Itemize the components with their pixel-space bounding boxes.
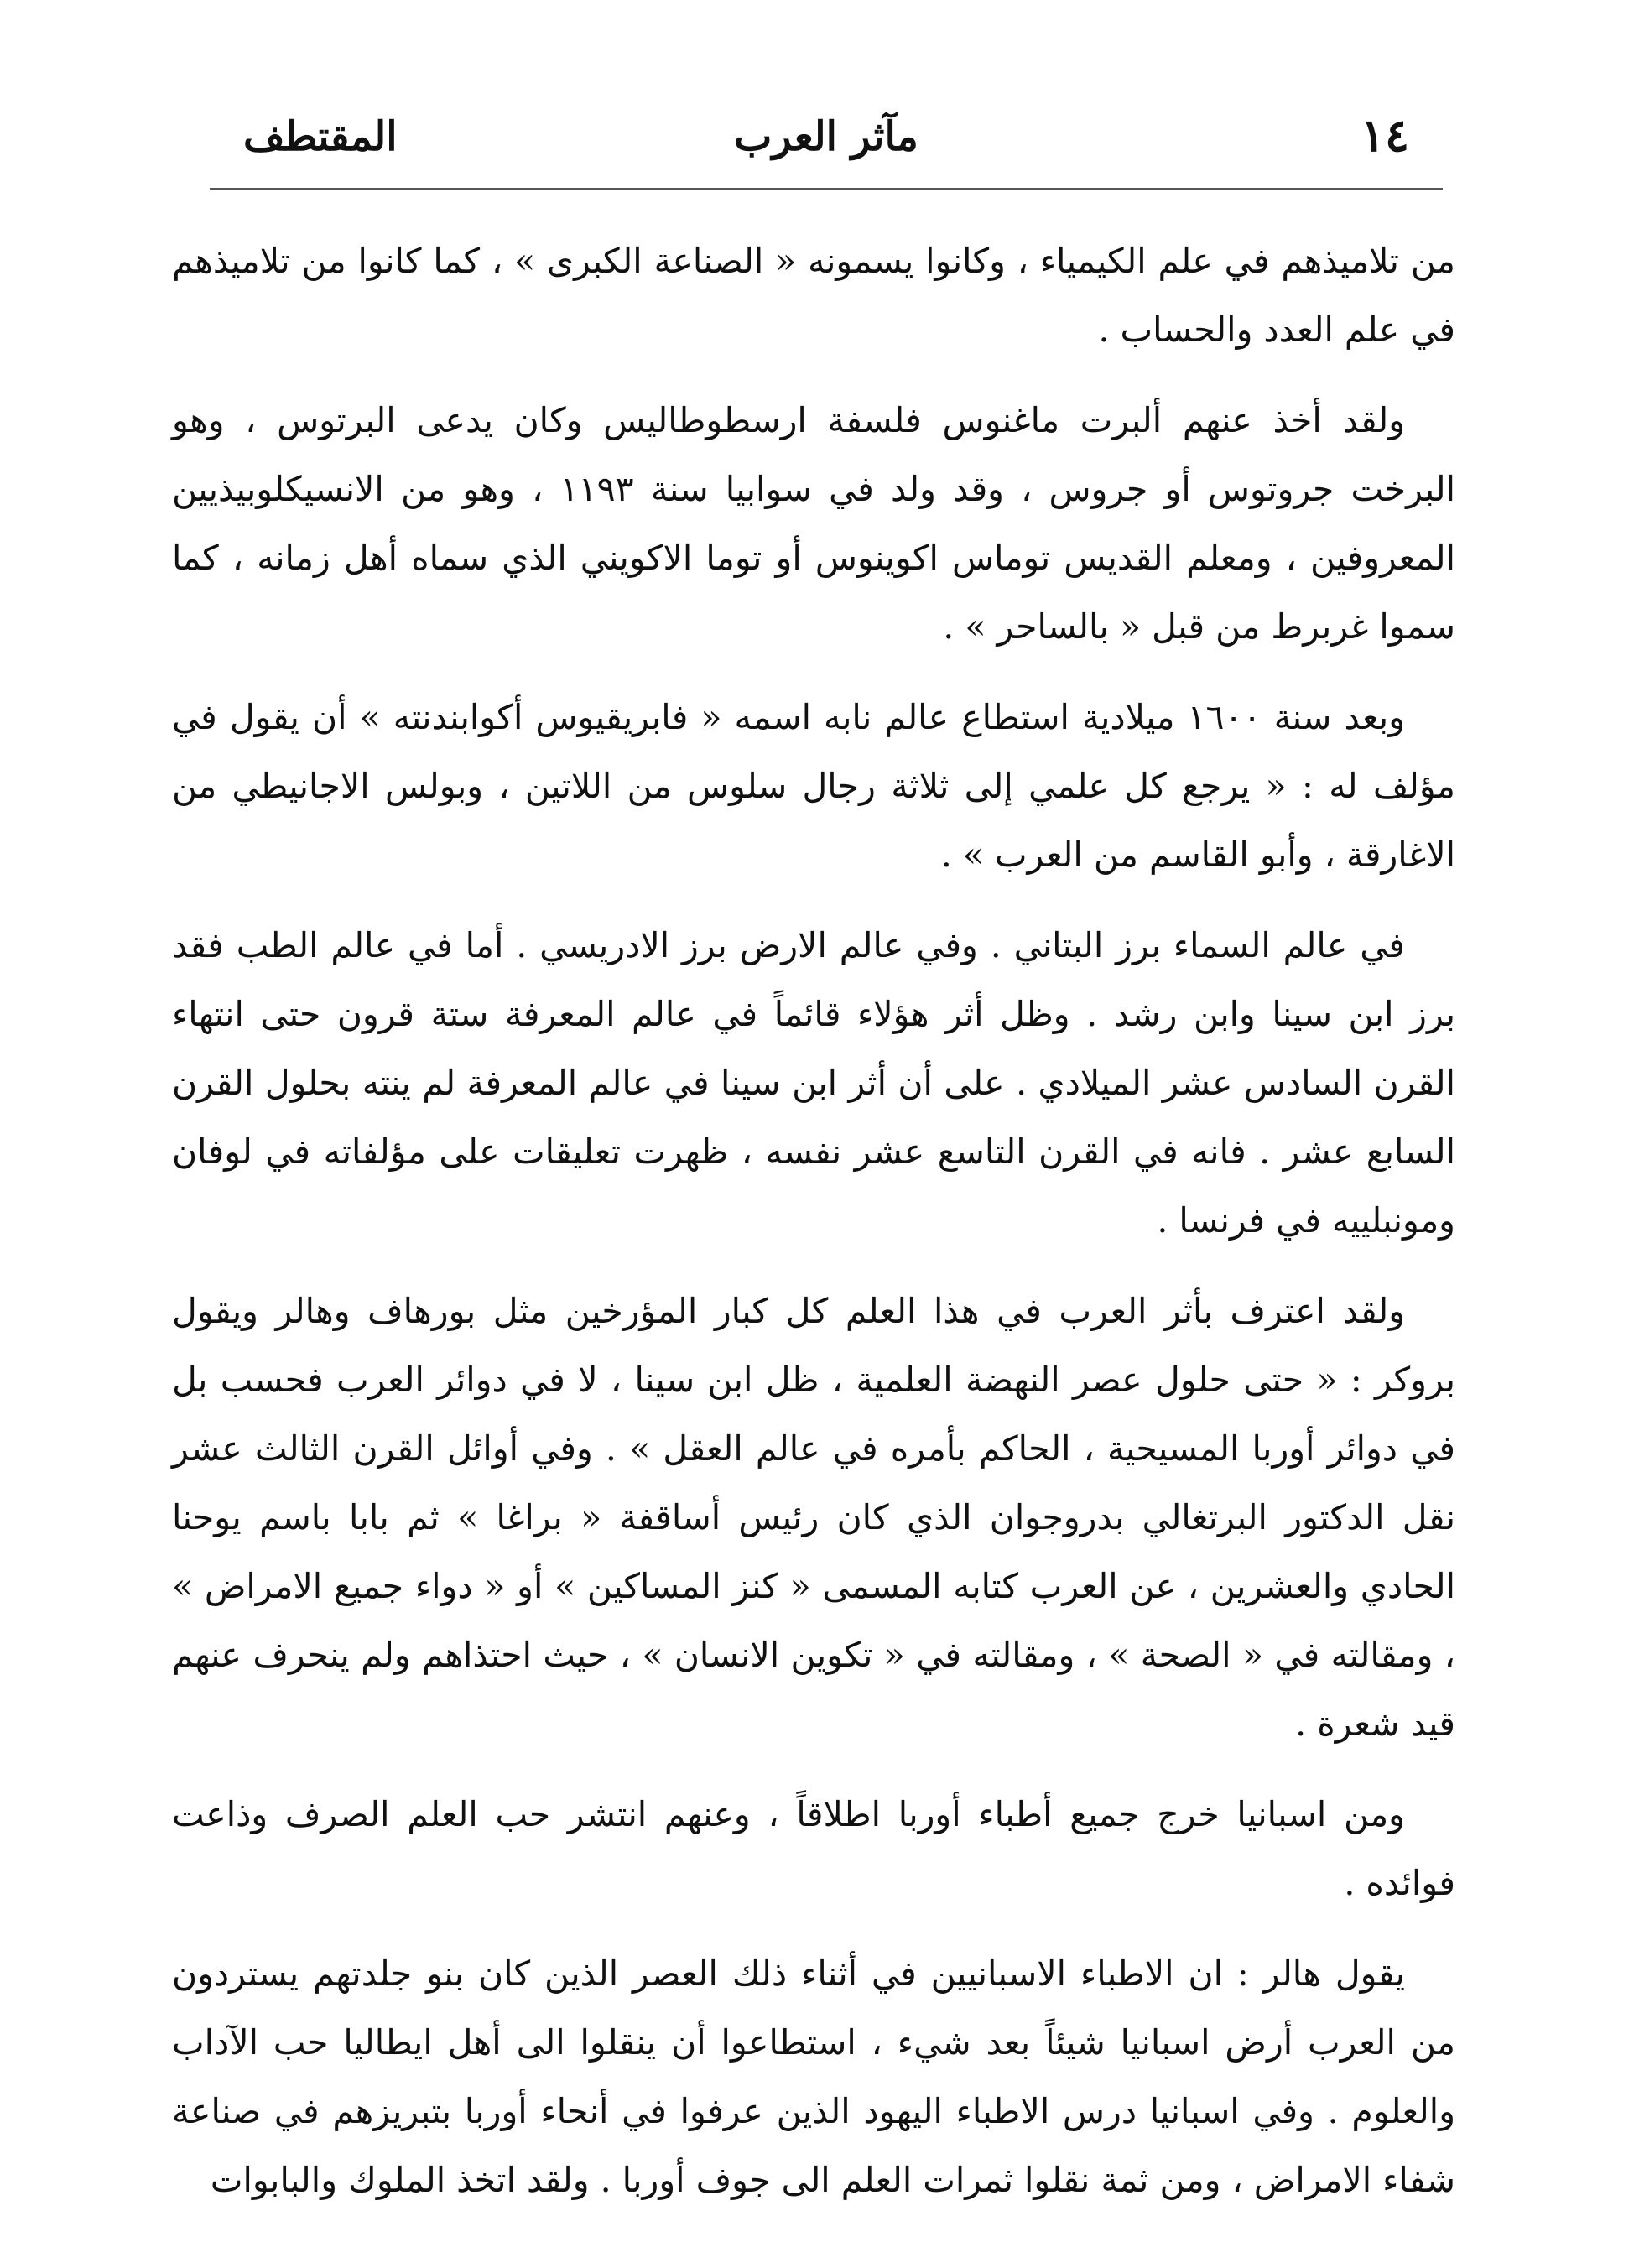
paragraph: وبعد سنة ١٦٠٠ ميلادية استطاع عالم نابه اسمه « فابريقيوس أكوابندنته » أن يقول في مؤلف له : « يرجع كل علمي إلى ثلاثة رجال سلوس من اللاتين ، وبولس الاجانيطي من الاغارقة ، وأبو القاسم من العرب » . [172,697,1455,875]
page-header [243,105,1409,172]
paragraph: من تلاميذهم في علم الكيمياء ، وكانوا يسمونه « الصناعة الكبرى » ، كما كانوا من تلاميذهم في علم العدد والحساب . [172,241,1455,350]
page-number: ١٤ [1360,108,1409,162]
running-head-title: مآثر العرب [734,113,918,160]
paragraph: ولقد أخذ عنهم ألبرت ماغنوس فلسفة ارسطوطاليس وكان يدعى البرتوس ، وهو البرخت جروتوس أو جروس ، وقد ولد في سوابيا سنة ١١٩٣ ، وهو من الانسيكلوبيذيين المعروفين ، ومعلم القديس توماس اكوينوس أو توما الاكويني الذي سماه أهل زمانه ، كما سموا غربرط من قبل « بالساحر » . [172,400,1455,647]
paragraph: ولقد اعترف بأثر العرب في هذا العلم كل كبار المؤرخين مثل بورهاف وهالر ويقول بروكر : « حتى حلول عصر النهضة العلمية ، ظل ابن سينا ، لا في دوائر العرب فحسب بل في دوائر أوربا المسيحية ، الحاكم بأمره في عالم العقل » . وفي أوائل القرن الثالث عشر نقل الدكتور البرتغالي بدروجوان الذي كان رئيس أساقفة « براغا » ثم بابا باسم يوحنا الحادي والعشرين ، عن العرب كتابه المسمى « كنز المساكين » أو « دواء جميع الامراض » ، ومقالته في « الصحة » ، ومقالته في « تكوين الانسان » ، حيث احتذاهم ولم ينحرف عنهم قيد شعرة . [172,1291,1455,1744]
body-text [172,226,1455,2236]
running-head-journal: المقتطف [243,113,398,160]
paragraph: في عالم السماء برز البتاني . وفي عالم الارض برز الادريسي . أما في عالم الطب فقد برز ابن سينا وابن رشد . وظل أثر هؤلاء قائماً في عالم المعرفة ستة قرون حتى انتهاء القرن السادس عشر الميلادي . على أن أثر ابن سينا في عالم المعرفة لم ينته بحلول القرن السابع عشر . فانه في القرن التاسع عشر نفسه ، ظهرت تعليقات على مؤلفاته في لوفان ومونبلييه في فرنسا . [172,925,1455,1241]
paragraph: ومن اسبانيا خرج جميع أطباء أوربا اطلاقاً ، وعنهم انتشر حب العلم الصرف وذاعت فوائده . [172,1794,1455,1903]
header-rule [210,188,1443,190]
paragraph: يقول هالر : ان الاطباء الاسبانيين في أثناء ذلك العصر الذين كان بنو جلدتهم يستردون من العرب أرض اسبانيا شيئاً بعد شيء ، استطاعوا أن ينقلوا الى أهل ايطاليا حب الآداب والعلوم . وفي اسبانيا درس الاطباء اليهود الذين عرفوا في أنحاء أوربا بتبريزهم في صناعة شفاء الامراض ، ومن ثمة نقلوا ثمرات العلم الى جوف أوربا . ولقد اتخذ الملوك والبابوات [172,1953,1455,2200]
